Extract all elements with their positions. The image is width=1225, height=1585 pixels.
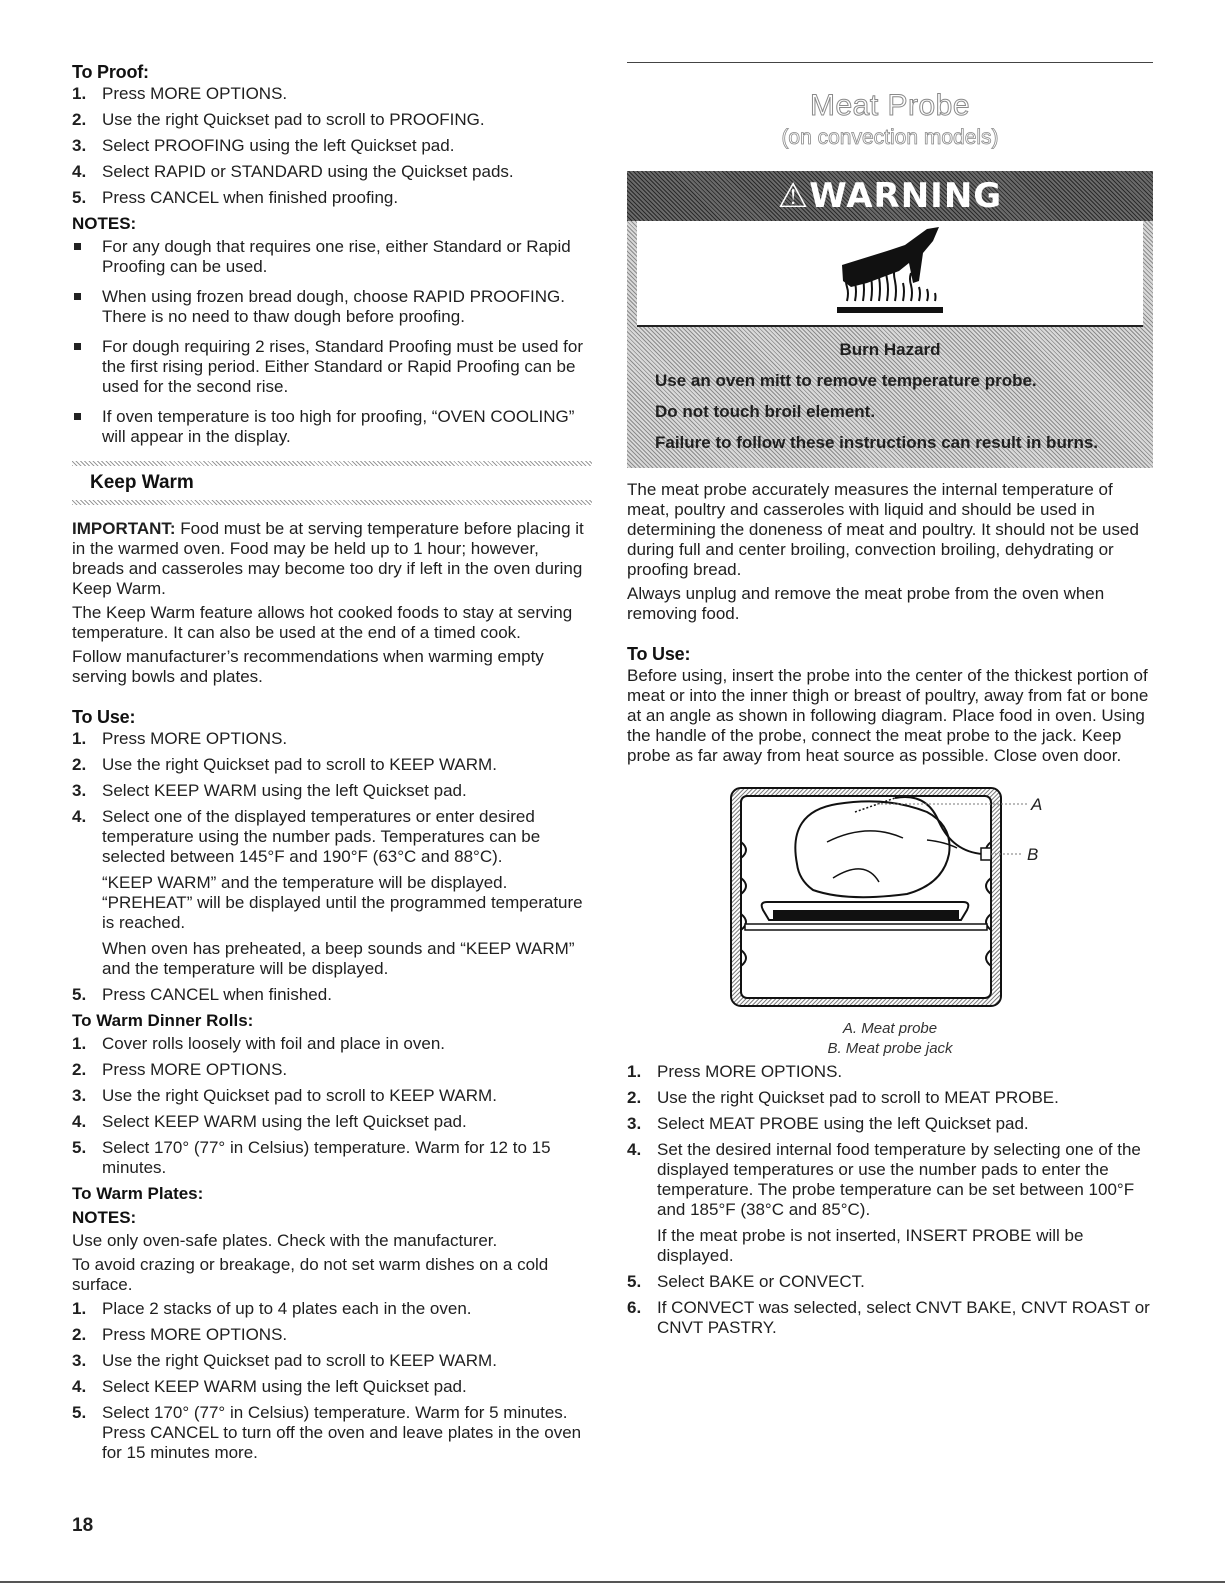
warning-text [637, 331, 1143, 460]
top-rule [627, 62, 1153, 63]
step-text: Press MORE OPTIONS. [102, 1060, 288, 1079]
list-item [627, 1140, 1153, 1266]
list-item [72, 1138, 592, 1178]
step-extra-text: “KEEP WARM” and the temperature will be displayed. “PREHEAT” will be displayed until the programmed temperature is reached. [102, 873, 583, 932]
keep-warm-title: Keep Warm [90, 472, 194, 493]
note-text: For dough requiring 2 rises, Standard Proofing must be used for the first rising period. Either Standard or Rapid Proofing can be used for the second rise. [102, 337, 583, 396]
step-text: Select RAPID or STANDARD using the Quickset pads. [102, 162, 514, 181]
step-text: Select 170° (77° in Celsius) temperature. Warm for 5 minutes. Press CANCEL to turn off the oven and leave plates in the oven for 15 minutes more. [102, 1403, 582, 1462]
list-item [72, 1299, 592, 1319]
meat-probe-to-use-title: To Use: [627, 644, 691, 664]
oven-diagram [627, 782, 1153, 1012]
bottom-rule [0, 1581, 1225, 1583]
list-item [72, 807, 592, 979]
label-b: B [1027, 845, 1039, 864]
step-text: Select KEEP WARM using the left Quickset pad. [102, 1377, 467, 1396]
step-text: Press MORE OPTIONS. [102, 84, 288, 103]
step-number: 4. [72, 162, 87, 181]
step-number: 3. [72, 136, 87, 155]
warning-line-2: Do not touch broil element. [655, 402, 876, 421]
warning-line-3: Failure to follow these instructions can result in burns. [655, 433, 1099, 452]
list-item [72, 729, 592, 749]
step-number: 5. [72, 1403, 87, 1422]
list-item [72, 1112, 592, 1132]
keep-warm-steps [72, 729, 592, 1005]
step-text: Press MORE OPTIONS. [102, 1325, 288, 1344]
step-text: Select BAKE or CONVECT. [657, 1272, 865, 1291]
square-bullet-icon [74, 293, 81, 300]
warning-header [627, 171, 1153, 221]
step-text: Select PROOFING using the left Quickset pad. [102, 136, 455, 155]
step-number: 5. [72, 188, 87, 207]
step-number: 1. [72, 729, 87, 748]
list-item [72, 1403, 592, 1463]
list-item [72, 1086, 592, 1106]
right-column [627, 62, 1153, 1344]
step-text: Press MORE OPTIONS. [102, 729, 288, 748]
list-item [72, 287, 592, 327]
step-number: 2. [72, 1060, 87, 1079]
step-number: 5. [627, 1272, 642, 1291]
list-item [627, 1114, 1153, 1134]
proof-notes-title: NOTES: [72, 214, 137, 233]
list-item [627, 1298, 1153, 1338]
warning-title: ⚠WARNING [777, 176, 1003, 216]
meat-probe-title: Meat Probe [809, 89, 971, 122]
step-number: 1. [72, 1299, 87, 1318]
step-text: If CONVECT was selected, select CNVT BAKE, CNVT ROAST or CNVT PASTRY. [657, 1298, 1150, 1337]
list-item [72, 1034, 592, 1054]
hatch-rule-top [72, 461, 592, 466]
step-number: 4. [72, 807, 87, 826]
step-text: Select KEEP WARM using the left Quickset pad. [102, 781, 467, 800]
important-text: Food must be at serving temperature before placing it in the warmed oven. Food may be held up to 1 hour; however, breads and casseroles may become too dry if left in the oven during Keep Warm. [72, 519, 584, 598]
keep-warm-para1: The Keep Warm feature allows hot cooked foods to stay at serving temperature. It can also be used at the end of a timed cook. [72, 603, 573, 642]
keep-warm-to-use-title: To Use: [72, 707, 136, 727]
step-number: 3. [72, 1086, 87, 1105]
page-number: 18 [72, 1515, 94, 1536]
plates-steps [72, 1299, 592, 1463]
meat-probe-steps [627, 1062, 1153, 1338]
burn-hazard-icon-area [637, 221, 1143, 327]
list-item [72, 337, 592, 397]
list-item [627, 1088, 1153, 1108]
list-item [72, 1325, 592, 1345]
list-item [72, 1351, 592, 1371]
step-text: Select 170° (77° in Celsius) temperature. Warm for 12 to 15 minutes. [102, 1138, 551, 1177]
proof-steps [72, 84, 592, 208]
meat-probe-para1: The meat probe accurately measures the internal temperature of meat, poultry and casseroles with liquid and should be used in determining the doneness of meat and poultry. It should not be used during full and center broiling, convection broiling, dehydrating or proofing bread. [627, 480, 1139, 579]
step-number: 2. [72, 755, 87, 774]
list-item [72, 1377, 592, 1397]
list-item [627, 1272, 1153, 1292]
step-number: 4. [627, 1140, 642, 1159]
step-number: 5. [72, 985, 87, 1004]
burn-hazard-label: Burn Hazard [839, 340, 941, 359]
list-item [72, 110, 592, 130]
proof-title: To Proof: [72, 62, 149, 82]
keep-warm-para2: Follow manufacturer’s recommendations when warming empty serving bowls and plates. [72, 647, 544, 686]
step-number: 3. [72, 1351, 87, 1370]
step-number: 6. [627, 1298, 642, 1317]
keep-warm-important [72, 519, 592, 599]
step-text: Select MEAT PROBE using the left Quickset pad. [657, 1114, 1029, 1133]
hatch-rule-bottom [72, 500, 592, 505]
step-text: Select one of the displayed temperatures or enter desired temperature using the number pads. Temperatures can be selected between 145°F and 190°F (63°C and 88°C). [102, 807, 541, 866]
important-label: IMPORTANT: [72, 519, 176, 538]
meat-probe-para2: Always unplug and remove the meat probe from the oven when removing food. [627, 584, 1105, 623]
step-text: Use the right Quickset pad to scroll to KEEP WARM. [102, 755, 497, 774]
step-text: Set the desired internal food temperature by selecting one of the displayed temperatures or use the number pads to enter the temperature. The probe temperature can be set between 100°F and 185°F (38°C and 85°C). [657, 1140, 1141, 1219]
rolls-steps [72, 1034, 592, 1178]
list-item [72, 84, 592, 104]
meat-probe-subtitle: (on convection models) [781, 126, 999, 149]
step-extra-text: When oven has preheated, a beep sounds and “KEEP WARM” and the temperature will be displayed. [102, 939, 575, 978]
hand-heat-icon [637, 221, 1143, 325]
proof-notes [72, 237, 592, 447]
plates-notes-title: NOTES: [72, 1208, 137, 1227]
step-number: 2. [72, 1325, 87, 1344]
step-number: 5. [72, 1138, 87, 1157]
step-text: Place 2 stacks of up to 4 plates each in the oven. [102, 1299, 472, 1318]
step-number: 1. [627, 1062, 642, 1081]
step-extra-text: If the meat probe is not inserted, INSERT PROBE will be displayed. [657, 1226, 1084, 1265]
list-item [72, 1060, 592, 1080]
meat-probe-to-use-para: Before using, insert the probe into the center of the thickest portion of meat or into the inner thigh or breast of poultry, away from fat or bone at an angle as shown in following diagram. Place food in oven. Using the handle of the probe, connect the meat probe to the jack. Keep probe as far away from heat source as possible. Close oven door. [627, 666, 1149, 765]
step-number: 1. [72, 84, 87, 103]
square-bullet-icon [74, 243, 81, 250]
plates-title: To Warm Plates: [72, 1184, 204, 1203]
step-text: Press CANCEL when finished proofing. [102, 188, 399, 207]
label-a: A [1031, 795, 1043, 814]
step-number: 2. [72, 110, 87, 129]
caption-a: A. Meat probe [842, 1020, 938, 1037]
list-item [72, 781, 592, 801]
step-number: 2. [627, 1088, 642, 1107]
step-text: Use the right Quickset pad to scroll to KEEP WARM. [102, 1351, 497, 1370]
meat-probe-diagram [627, 782, 1153, 1057]
step-number: 4. [72, 1377, 87, 1396]
note-text: For any dough that requires one rise, either Standard or Rapid Proofing can be used. [102, 237, 571, 276]
list-item [627, 1062, 1153, 1082]
list-item [72, 162, 592, 182]
square-bullet-icon [74, 413, 81, 420]
note-text: When using frozen bread dough, choose RAPID PROOFING. There is no need to thaw dough before proofing. [102, 287, 566, 326]
plates-para2: To avoid crazing or breakage, do not set warm dishes on a cold surface. [72, 1255, 549, 1294]
note-text: If oven temperature is too high for proofing, “OVEN COOLING” will appear in the display. [102, 407, 575, 446]
step-number: 4. [72, 1112, 87, 1131]
left-column [72, 62, 592, 1469]
keep-warm-heading-band [72, 461, 592, 505]
list-item [72, 755, 592, 775]
step-number: 3. [627, 1114, 642, 1133]
warning-box [627, 171, 1153, 468]
step-number: 1. [72, 1034, 87, 1053]
rolls-title: To Warm Dinner Rolls: [72, 1011, 254, 1030]
list-item [72, 237, 592, 277]
step-text: Use the right Quickset pad to scroll to KEEP WARM. [102, 1086, 497, 1105]
step-text: Press MORE OPTIONS. [657, 1062, 843, 1081]
list-item [72, 188, 592, 208]
step-text: Use the right Quickset pad to scroll to MEAT PROBE. [657, 1088, 1059, 1107]
step-number: 3. [72, 781, 87, 800]
step-text: Use the right Quickset pad to scroll to PROOFING. [102, 110, 485, 129]
step-text: Press CANCEL when finished. [102, 985, 332, 1004]
plates-para1: Use only oven-safe plates. Check with the manufacturer. [72, 1231, 498, 1250]
step-text: Select KEEP WARM using the left Quickset pad. [102, 1112, 467, 1131]
warning-line-1: Use an oven mitt to remove temperature probe. [655, 371, 1037, 390]
list-item [72, 136, 592, 156]
list-item [72, 407, 592, 447]
caption-b: B. Meat probe jack [827, 1040, 953, 1057]
step-text: Cover rolls loosely with foil and place in oven. [102, 1034, 446, 1053]
list-item [72, 985, 592, 1005]
square-bullet-icon [74, 343, 81, 350]
